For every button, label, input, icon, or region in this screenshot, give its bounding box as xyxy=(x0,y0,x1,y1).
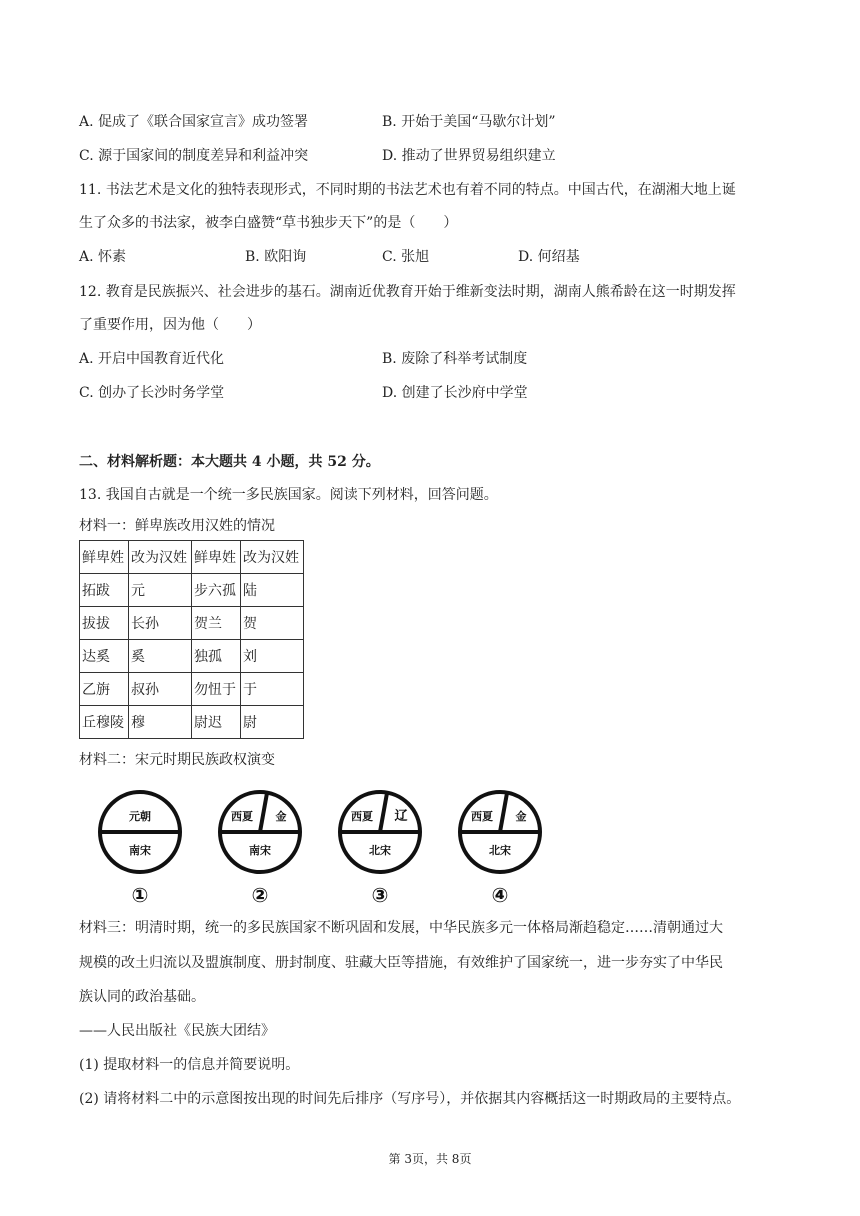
table-cell: 丘穆陵 xyxy=(80,706,129,739)
diagram-divider xyxy=(500,793,507,832)
q10-option-a: A. 促成了《联合国家宣言》成功签署 xyxy=(79,114,309,130)
table-cell: 元 xyxy=(129,574,192,607)
material3-line2: 规模的改土归流以及盟旗制度、册封制度、驻藏大臣等措施，有效维护了国家统一，进一步夯实了中华民 xyxy=(79,955,723,971)
diagram-region-label: 南宋 xyxy=(129,844,151,857)
table-row xyxy=(80,706,304,739)
diagram-3 xyxy=(340,792,420,907)
q12-option-a: A. 开启中国教育近代化 xyxy=(79,351,225,367)
diagram-region-label: 西夏 xyxy=(231,810,253,823)
q11-option-b: B. 欧阳询 xyxy=(245,249,307,265)
q11-option-c: C. 张旭 xyxy=(382,249,430,265)
q12-option-d: D. 创建了长沙府中学堂 xyxy=(382,385,528,401)
table-row xyxy=(80,673,304,706)
q11-stem-line1: 11. 书法艺术是文化的独特表现形式，不同时期的书法艺术也有着不同的特点。中国古代，在湖湘大地上诞 xyxy=(79,182,736,198)
material1-title: 材料一：鲜卑族改用汉姓的情况 xyxy=(79,518,275,534)
table-cell: 独孤 xyxy=(192,640,241,673)
table-header-row xyxy=(80,541,304,574)
table-header-cell: 改为汉姓 xyxy=(129,541,192,574)
diagram-number: ④ xyxy=(491,883,509,907)
table-cell: 长孙 xyxy=(129,607,192,640)
diagram-region-label: 南宋 xyxy=(249,844,271,857)
section-heading: 二、材料解析题：本大题共 4 小题，共 52 分。 xyxy=(79,454,380,470)
material2-title: 材料二：宋元时期民族政权演变 xyxy=(79,752,275,768)
table-cell: 陆 xyxy=(241,574,304,607)
regime-diagrams xyxy=(95,780,575,908)
table-header-cell: 鲜卑姓 xyxy=(192,541,241,574)
table-cell: 达奚 xyxy=(80,640,129,673)
diagram-region-label: 北宋 xyxy=(489,844,511,857)
table-cell: 尉 xyxy=(241,706,304,739)
q12-stem-line1: 12. 教育是民族振兴、社会进步的基石。湖南近优教育开始于维新变法时期，湖南人熊希龄在这一时期发挥 xyxy=(79,284,736,300)
table-cell: 拓跋 xyxy=(80,574,129,607)
diagram-number: ① xyxy=(131,883,149,907)
diagram-divider xyxy=(380,793,387,832)
table-row xyxy=(80,574,304,607)
diagram-2 xyxy=(220,792,300,907)
table-cell: 刘 xyxy=(241,640,304,673)
diagram-region-label: 北宋 xyxy=(369,844,391,857)
diagram-1 xyxy=(100,792,180,907)
table-row xyxy=(80,640,304,673)
table-cell: 于 xyxy=(241,673,304,706)
table-cell: 奚 xyxy=(129,640,192,673)
q12-option-c: C. 创办了长沙时务学堂 xyxy=(79,385,225,401)
diagram-region-label: 西夏 xyxy=(351,810,373,823)
table-cell: 尉迟 xyxy=(192,706,241,739)
diagram-region-label: 金 xyxy=(515,810,527,823)
diagram-region-label: 西夏 xyxy=(471,810,493,823)
q13-sub-question-2: (2) 请将材料二中的示意图按出现的时间先后排序（写序号），并依据其内容概括这一时期政局的主要特点。 xyxy=(79,1091,741,1107)
table-cell: 乙旃 xyxy=(80,673,129,706)
q11-option-d: D. 何绍基 xyxy=(518,249,580,265)
table-cell: 勿忸于 xyxy=(192,673,241,706)
diagram-divider xyxy=(260,793,267,832)
q10-option-b: B. 开始于美国“马歇尔计划” xyxy=(382,114,556,130)
q12-option-b: B. 废除了科举考试制度 xyxy=(382,351,528,367)
table-cell: 步六孤 xyxy=(192,574,241,607)
table-cell: 叔孙 xyxy=(129,673,192,706)
table-header-cell: 鲜卑姓 xyxy=(80,541,129,574)
q10-option-c: C. 源于国家间的制度差异和利益冲突 xyxy=(79,148,309,164)
material3-line1: 材料三：明清时期，统一的多民族国家不断巩固和发展，中华民族多元一体格局渐趋稳定……清朝通过大 xyxy=(79,920,723,936)
q11-stem-line2: 生了众多的书法家，被李白盛赞“草书独步天下”的是（ ） xyxy=(79,215,458,231)
table-cell: 穆 xyxy=(129,706,192,739)
diagram-region-label: 元朝 xyxy=(129,810,151,823)
q13-stem: 13. 我国自古就是一个统一多民族国家。阅读下列材料，回答问题。 xyxy=(79,487,498,503)
material3-line3: 族认同的政治基础。 xyxy=(79,989,205,1005)
table-cell: 拔拔 xyxy=(80,607,129,640)
diagram-number: ③ xyxy=(371,883,389,907)
diagram-4 xyxy=(460,792,540,907)
q11-option-a: A. 怀素 xyxy=(79,249,127,265)
material3-source: ——人民出版社《民族大团结》 xyxy=(79,1023,275,1039)
diagram-region-label: 辽 xyxy=(394,809,408,824)
q12-stem-line2: 了重要作用，因为他（ ） xyxy=(79,317,261,333)
table-row xyxy=(80,607,304,640)
diagram-region-label: 金 xyxy=(275,810,287,823)
table-cell: 贺 xyxy=(241,607,304,640)
q10-option-d: D. 推动了世界贸易组织建立 xyxy=(382,148,556,164)
page-number: 第 3页，共 8页 xyxy=(388,1152,472,1166)
q13-sub-question-1: (1) 提取材料一的信息并简要说明。 xyxy=(79,1057,300,1073)
diagram-number: ② xyxy=(251,883,269,907)
table-header-cell: 改为汉姓 xyxy=(241,541,304,574)
surname-table xyxy=(79,540,304,739)
table-cell: 贺兰 xyxy=(192,607,241,640)
